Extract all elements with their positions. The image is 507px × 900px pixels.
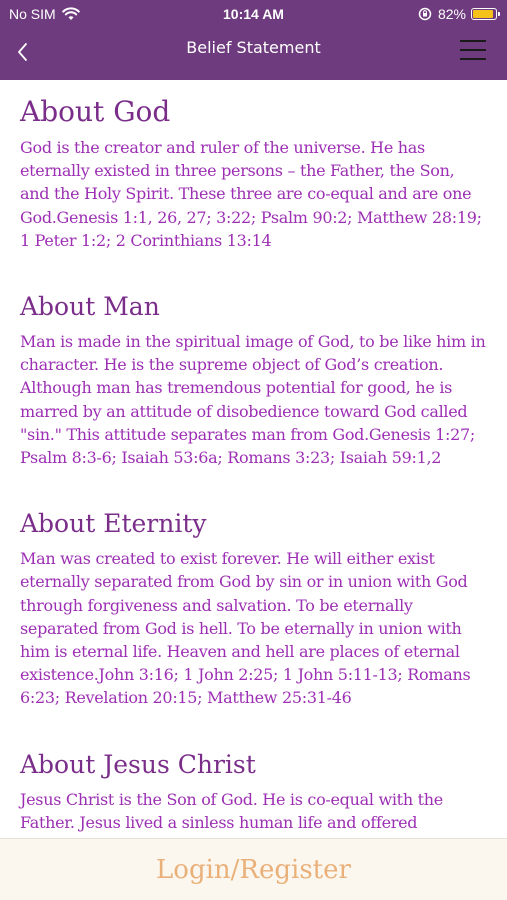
status-right — [418, 6, 497, 22]
carrier-label: No SIM — [9, 6, 56, 22]
section-body: Man is made in the spiritual image of God, to be like him in character. He is the supreme object of God’s creation. Although man has tremendous potential for good, he is marred by an attitude of disobedience toward God called "sin." This attitude separates man from God.Genesis 1:27; Psalm 8:3-6; Isaiah 53:6a; Romans 3:23; Isaiah 59:1,2 — [20, 332, 486, 468]
status-bar — [0, 0, 507, 28]
section-title: About God — [20, 95, 171, 128]
battery-icon — [471, 8, 497, 20]
login-register-button[interactable] — [0, 838, 507, 900]
status-time: 10:14 AM — [223, 6, 284, 22]
section-about-eternity — [20, 507, 487, 709]
battery-percent: 82% — [437, 6, 466, 22]
battery-fill — [473, 10, 493, 18]
section-about-jesus — [20, 748, 487, 834]
orientation-lock-icon — [418, 7, 432, 21]
section-spacer — [20, 252, 487, 274]
section-body: Man was created to exist forever. He will either exist eternally separated from God by sin or in union with God through forgiveness and salvation. To be eternally separated from God is hell. To be eternally in union with him is eternal life. Heaven and hell are places of eternal existence.John 3:16; 1 John 2:25; 1 John 5:11-13; Romans 6:23; Revelation 20:15; Matthew 25:31-46 — [20, 549, 471, 708]
section-about-god — [20, 94, 487, 252]
section-title: About Eternity — [20, 509, 207, 539]
section-title: About Man — [20, 292, 160, 322]
nav-bar — [0, 28, 507, 80]
belief-content[interactable] — [0, 80, 507, 838]
section-body: Jesus Christ is the Son of God. He is co-equal with the Father. Jesus lived a sinless human life and offered — [20, 789, 443, 832]
section-title: About Jesus Christ — [20, 749, 256, 779]
app-header — [0, 0, 507, 80]
page-title: Belief Statement — [186, 38, 321, 57]
section-spacer — [20, 469, 487, 491]
section-about-man — [20, 290, 487, 469]
section-body: God is the creator and ruler of the universe. He has eternally existed in three persons – the Father, the Son, and the Holy Spirit. These three are co-equal and are one God.Genesis 1:1, 26, 27; 3:22; Psalm 90:2; Matthew 28:19; 1 Peter 1:2; 2 Corinthians 13:14 — [20, 138, 482, 250]
login-register-label: Login/Register — [156, 854, 351, 885]
hamburger-menu-icon — [459, 36, 487, 64]
menu-button[interactable] — [459, 36, 487, 64]
section-spacer — [20, 710, 487, 732]
